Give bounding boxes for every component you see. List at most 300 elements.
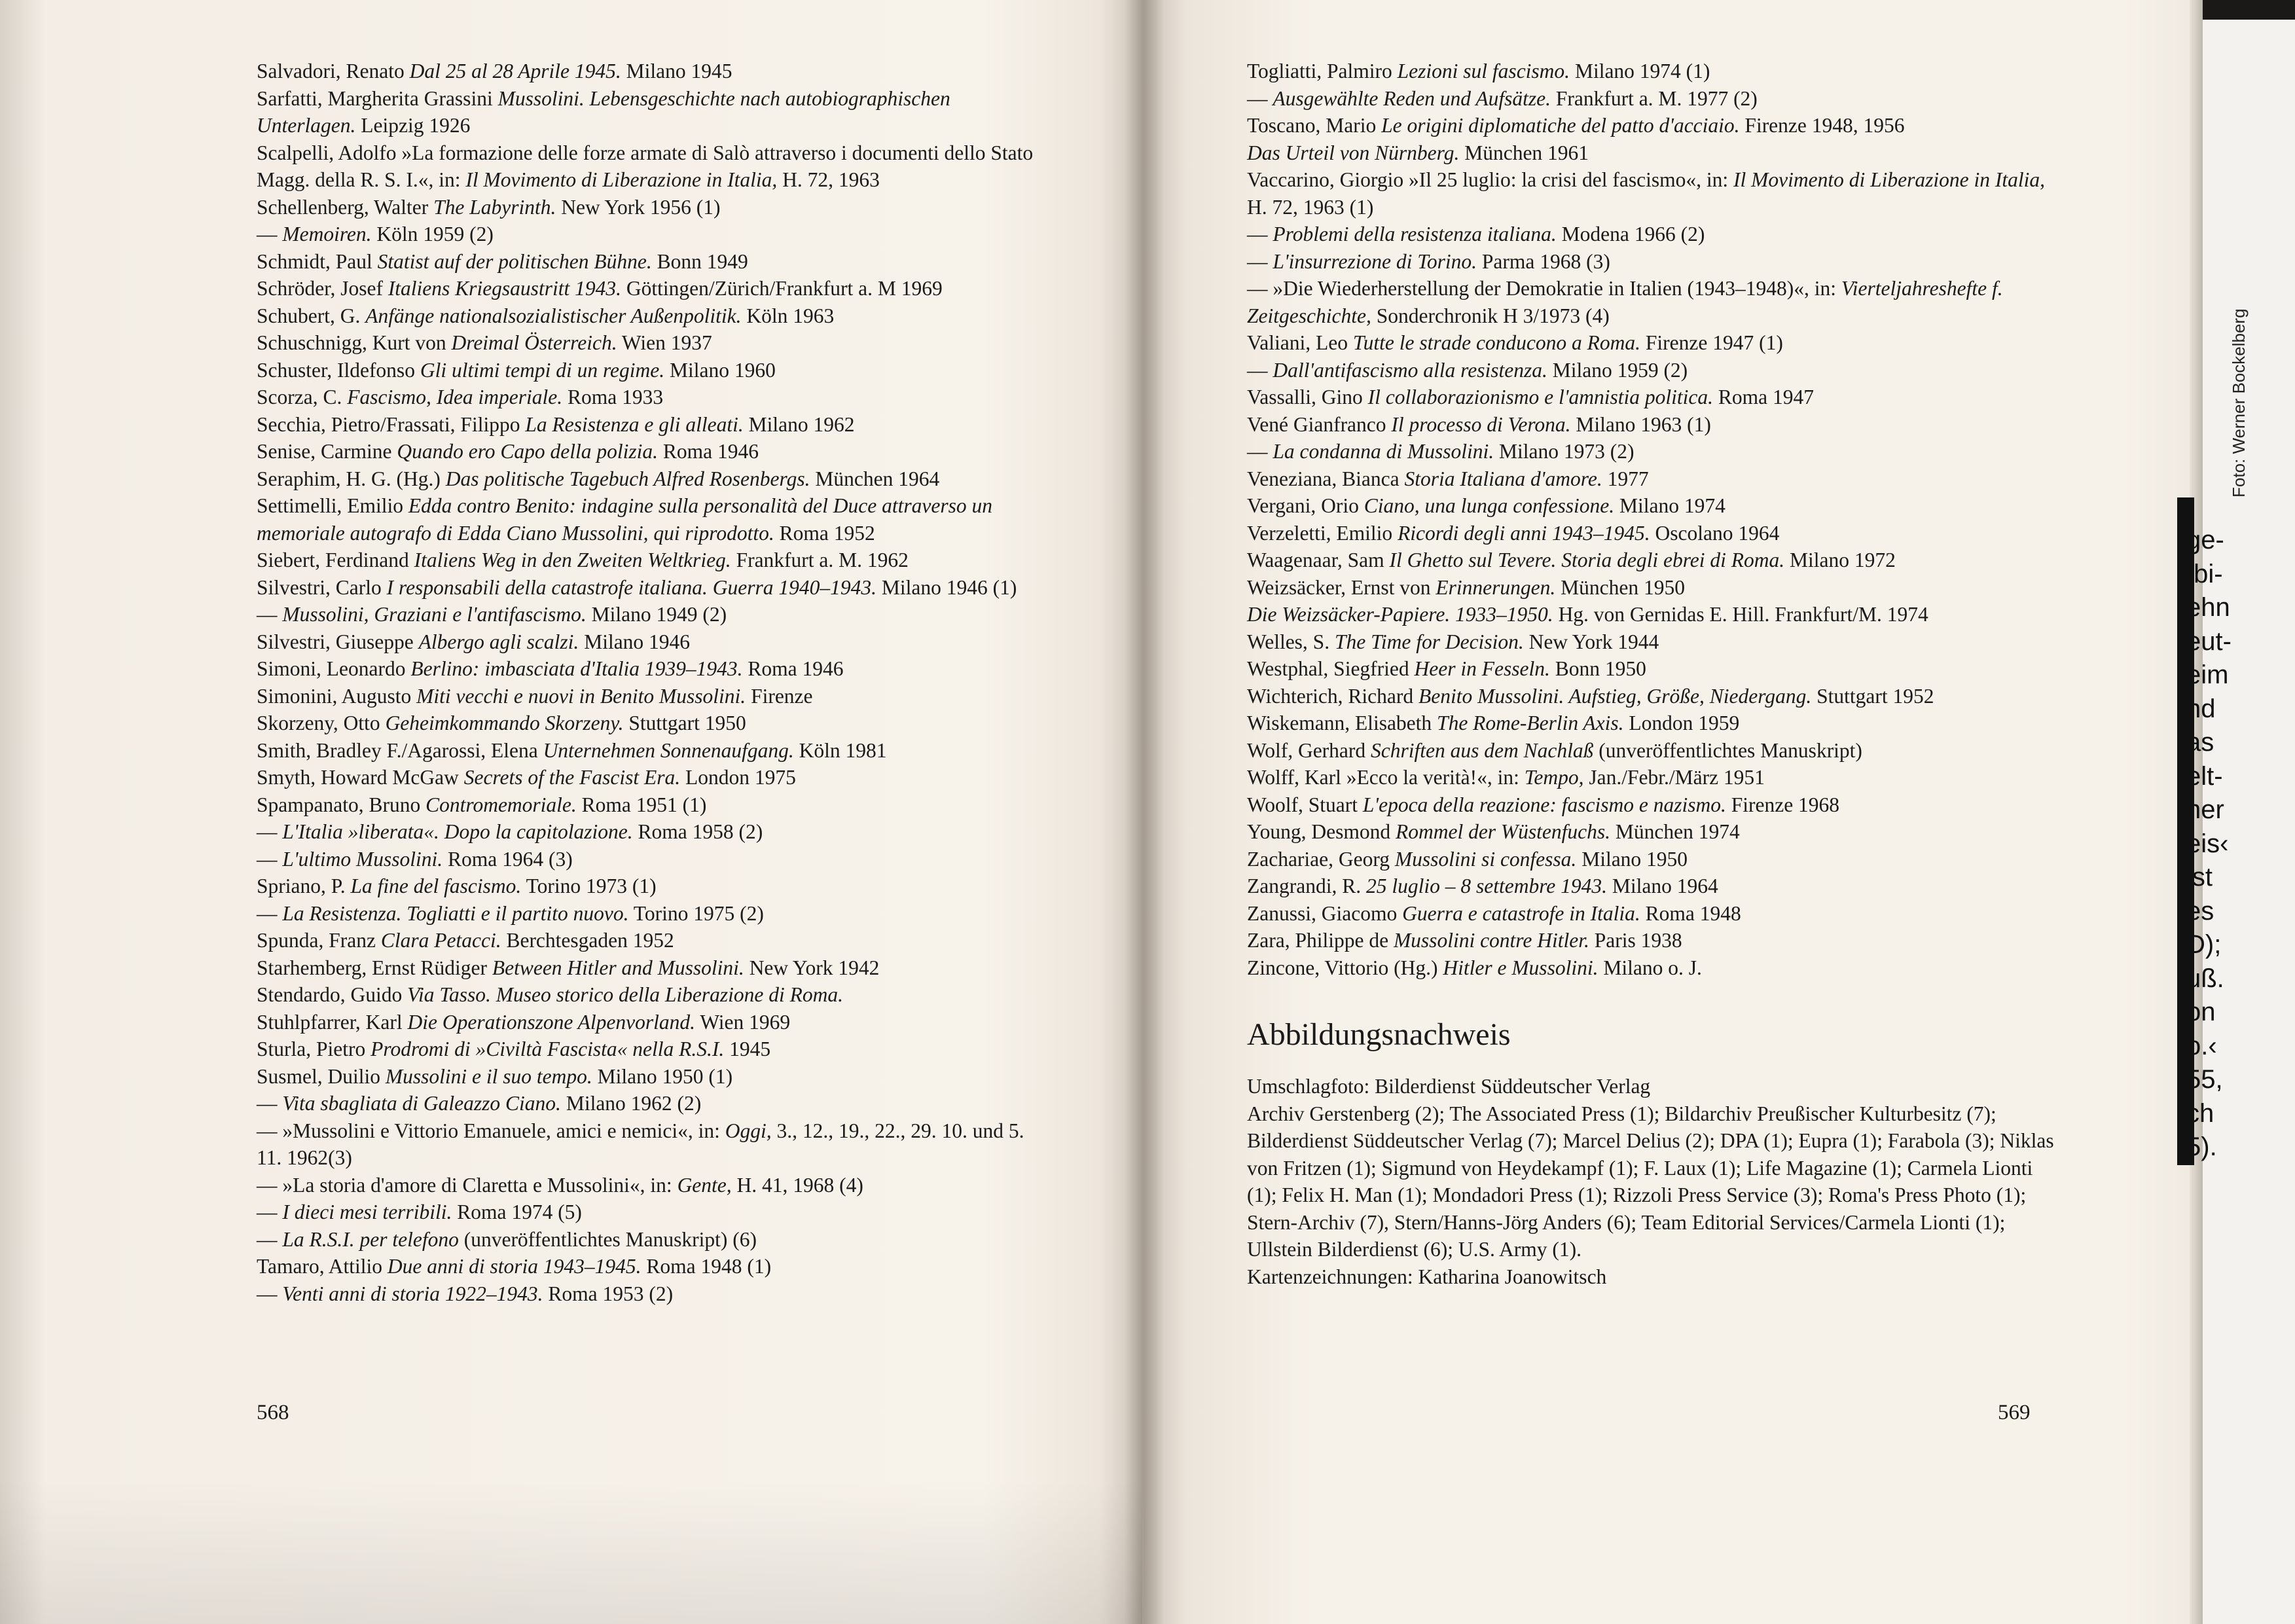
bibliography-entry [257,547,1052,574]
entry-author: Verzeletti, Emilio [1247,521,1398,545]
entry-author: — [257,1200,283,1223]
entry-title: Via Tasso. Museo storico della Liberazione di Roma. [407,983,843,1006]
entry-title: Anfänge nationalsozialistischer Außenpolitik. [365,304,742,327]
entry-title: Mussolini si confessa. [1394,847,1577,871]
entry-author: Scorza, C. [257,386,348,408]
entry-title: Il Movimento di Liberazione in Italia, [465,168,778,191]
entry-author: Silvestri, Giuseppe [257,630,419,653]
bibliography-entry [257,628,1052,656]
entry-publication: 3., 12., 19., 22., 29. 10. und 5. 11. 1962(3) [257,1119,1024,1169]
entry-author: Zangrandi, R. [1247,875,1366,897]
bibliography-entry [257,384,1052,411]
entry-publication: Roma 1951 (1) [576,793,707,816]
entry-publication: Roma 1933 [562,386,664,408]
entry-title: Storia Italiana d'amore. [1404,467,1602,490]
entry-author: — [1247,358,1273,382]
entry-author: Wichterich, Richard [1247,684,1419,708]
entry-publication: Milano 1962 [743,412,855,436]
entry-author: Weizsäcker, Ernst von [1247,575,1436,599]
entry-title: The Time for Decision. [1334,630,1524,653]
entry-title: Memoiren. [282,223,372,245]
entry-publication: Roma 1946 [658,440,759,463]
entry-publication: Firenze 1948, 1956 [1739,114,1905,137]
entry-author: Schmidt, Paul [257,249,378,273]
bibliography-entry [1247,927,2065,954]
entry-title: La Resistenza. Togliatti e il partito nuovo. [282,901,629,925]
entry-title: La Resistenza e gli alleati. [525,412,744,436]
bibliography-entry [1247,818,2065,846]
entry-author: — [257,223,283,245]
entry-title: Mussolini e il suo tempo. [385,1064,592,1088]
entry-author: Stuhlpfarrer, Karl [257,1010,408,1034]
entry-publication: Köln 1959 (2) [371,223,494,245]
entry-publication: Roma 1974 (5) [452,1200,582,1223]
text-fragment: 5). [2186,1132,2217,1161]
entry-publication: Wien 1937 [617,331,712,354]
entry-author: — [257,847,283,871]
entry-title: Edda contro Benito: indagine sulla personalità del Duce attraverso un memoriale autografo di Edda Ciano Mussolini, qui riprodotto. [257,494,992,545]
entry-title: La R.S.I. per telefono [282,1227,459,1251]
entry-title: Berlino: imbasciata d'Italia 1939–1943. [410,657,743,680]
entry-title: Clara Petacci. [380,929,501,952]
entry-author: Zanussi, Giacomo [1247,901,1403,925]
entry-publication: Modena 1966 (2) [1556,223,1705,245]
bibliography-entry [257,1009,1052,1036]
text-fragment: D); [2186,930,2222,959]
entry-author: Schuschnigg, Kurt von [257,331,452,354]
entry-author: Togliatti, Palmiro [1247,60,1398,82]
entry-publication: (unveröffentlichtes Manuskript) [1593,738,1862,762]
entry-title: Dall'antifascismo alla resistenza. [1273,358,1547,382]
entry-publication: Jan./Febr./März 1951 [1583,766,1765,789]
entry-author: Spunda, Franz [257,929,381,952]
bibliography-entry [1247,357,2065,384]
bibliography-entry [257,927,1052,954]
entry-author: — [1247,223,1273,245]
entry-publication: Torino 1975 (2) [628,901,764,925]
entry-author: — [257,1227,283,1251]
bibliography-entry [1247,384,2065,411]
page-number-left: 568 [257,1401,289,1424]
bibliography-entry [1247,547,2065,574]
entry-publication: H. 72, 1963 [777,168,880,191]
bibliography-entry [257,139,1052,194]
entry-title: L'insurrezione di Torino. [1273,249,1477,273]
bibliography-entry [257,1036,1052,1063]
bibliography-entry [1247,520,2065,547]
entry-author: — [1247,440,1273,463]
bibliography-entry [257,438,1052,465]
entry-title: Albergo agli scalzi. [418,630,579,653]
bibliography-entry [257,737,1052,765]
entry-title: Quando ero Capo della polizia. [397,440,659,463]
entry-title: Secrets of the Fascist Era. [463,766,681,789]
entry-author: Smith, Bradley F./Agarossi, Elena [257,738,543,762]
entry-author: Settimelli, Emilio [257,494,408,517]
bibliography-entry [257,465,1052,493]
entry-title: Oggi, [725,1119,772,1142]
bibliography-entry [257,873,1052,900]
entry-title: Il processo di Verona. [1391,412,1571,436]
entry-author: Schuster, Ildefonso [257,358,420,382]
bibliography-entry [1247,737,2065,765]
entry-publication: Milano 1974 (1) [1570,60,1710,82]
bibliography-entry [1247,275,2065,329]
bibliography-entry [1247,683,2065,710]
image-credits [1247,1073,2065,1290]
entry-title: Tutte le strade conducono a Roma. [1352,331,1641,354]
text-fragment: \bi- [2186,559,2223,588]
entry-author: Westphal, Siegfried [1247,657,1415,680]
page-number-right: 569 [1998,1401,2031,1424]
entry-title: Vierteljahreshefte f. Zeitgeschichte, [1247,277,2003,327]
bibliography-entry [1247,873,2065,900]
entry-publication: München 1974 [1610,820,1740,843]
bibliography-entry [1247,574,2065,602]
bibliography-entry [257,85,1052,139]
entry-author: — [257,1092,283,1115]
entry-title: Ausgewählte Reden und Aufsätze. [1273,86,1551,110]
bibliography-entry [257,1063,1052,1091]
bibliography-entry [1247,846,2065,873]
entry-publication: Wien 1969 [695,1010,791,1034]
bibliography-entry [257,1280,1052,1308]
entry-title: Venti anni di storia 1922–1943. [282,1282,543,1305]
entry-author: Wolf, Gerhard [1247,738,1371,762]
entry-publication: Leipzig 1926 [355,114,471,137]
bibliography-entry [1247,139,2065,167]
text-fragment: ge- [2186,526,2224,554]
entry-publication: Roma 1964 (3) [443,847,573,871]
entry-title: Il Movimento di Liberazione in Italia, [1733,168,2045,191]
bibliography-entry [257,194,1052,221]
entry-author: Spampanato, Bruno [257,793,426,816]
text-fragment: ist [2186,863,2213,892]
entry-publication: Frankfurt a. M. 1977 (2) [1550,86,1758,110]
entry-title: Between Hitler and Mussolini. [492,956,744,979]
entry-publication: Roma 1952 [774,521,875,545]
entry-publication: Hg. von Gernidas E. Hill. Frankfurt/M. 1974 [1553,603,1928,626]
bibliography-entry [1247,112,2065,139]
entry-author: Wiskemann, Elisabeth [1247,712,1437,734]
bibliography-entry [1247,764,2065,791]
page-shadow [0,1479,1142,1624]
bibliography-entry [257,1199,1052,1226]
bibliography-entry [257,58,1052,85]
entry-title: La condanna di Mussolini. [1273,440,1494,463]
entry-title: Il collaborazionismo e l'amnistia politica. [1367,386,1713,408]
bibliography-entry [257,954,1052,982]
bibliography-entry [1247,791,2065,819]
text-fragment: ner [2186,795,2224,824]
entry-author: — [257,603,283,626]
entry-title: Unternehmen Sonnenaufgang. [543,738,794,762]
text-fragment: as [2186,728,2214,757]
entry-title: I responsabili della catastrofe italiana. Guerra 1940–1943. [386,575,877,599]
entry-publication: Roma 1948 (1) [641,1255,772,1278]
entry-publication: Paris 1938 [1589,929,1682,952]
bibliography-entry [1247,166,2065,221]
entry-title: L'ultimo Mussolini. [282,847,443,871]
entry-title: Die Operationszone Alpenvorland. [407,1010,696,1034]
entry-publication: Milano 1973 (2) [1494,440,1635,463]
entry-publication: Milano o. J. [1598,956,1702,979]
entry-author: Vergani, Orio [1247,494,1364,517]
entry-title: Hitler e Mussolini. [1443,956,1599,979]
entry-publication: Parma 1968 (3) [1476,249,1610,273]
entry-title: Mussolini contre Hitler. [1393,929,1589,952]
entry-author: Vaccarino, Giorgio »Il 25 luglio: la crisi del fascismo«, in: [1247,168,1734,191]
text-fragment: elt- [2186,761,2223,791]
entry-author: Salvadori, Renato [257,60,410,82]
entry-title: Gli ultimi tempi di un regime. [420,358,665,382]
entry-title: Tempo, [1524,766,1584,789]
background-corner [2203,0,2295,20]
bibliography-entry [257,574,1052,602]
entry-publication: Sonderchronik H 3/1973 (4) [1371,304,1610,327]
entry-title: The Rome-Berlin Axis. [1437,712,1624,734]
bibliography-entry [257,357,1052,384]
entry-publication: Milano 1945 [621,60,732,82]
section-heading: Abbildungsnachweis [1247,1017,1511,1052]
bibliography-entry [257,1117,1052,1172]
bibliography-entry [1247,655,2065,683]
entry-author: Simoni, Leonardo [257,657,411,680]
bibliography-entry [257,275,1052,302]
entry-publication: 1977 [1602,467,1649,490]
entry-title: Le origini diplomatiche del patto d'acciaio. [1381,114,1740,137]
bibliography-entry [1247,601,2065,628]
entry-author: — [257,820,283,843]
entry-author: Vené Gianfranco [1247,412,1392,436]
entry-title: L'epoca della reazione: fascismo e nazismo. [1362,793,1726,816]
entry-publication: Frankfurt a. M. 1962 [731,549,909,571]
bibliography-entry [257,981,1052,1009]
entry-publication: Torino 1973 (1) [521,875,657,897]
entry-publication: New York 1942 [744,956,880,979]
entry-title: La fine del fascismo. [350,875,522,897]
entry-publication: Roma 1948 [1640,901,1741,925]
entry-author: Skorzeny, Otto [257,712,386,734]
entry-publication: Firenze [746,684,813,708]
entry-title: Benito Mussolini. Aufstieg, Größe, Niedergang. [1419,684,1812,708]
entry-publication: Milano 1959 (2) [1547,358,1688,382]
entry-title: Ricordi degli anni 1943–1945. [1398,521,1650,545]
entry-title: Geheimkommando Skorzeny. [385,712,624,734]
entry-publication: Milano 1963 (1) [1570,412,1711,436]
bibliography-entry [257,492,1052,547]
bibliography-entry [257,1226,1052,1254]
entry-author: Waagenaar, Sam [1247,549,1390,571]
entry-author: — »Mussolini e Vittorio Emanuele, amici e nemici«, in: [257,1119,725,1142]
entry-author: Tamaro, Attilio [257,1255,388,1278]
credit-line: Archiv Gerstenberg (2); The Associated Press (1); Bildarchiv Preußischer Kulturbesitz (7); Bilderdienst Süddeutscher Verlag (7); Marcel Delius (2); DPA (1); Eupra (1); Farabola (3); Niklas von Fritzen (1); Sigmund von Heydekampf (1); F. Laux (1); Life Magazine (1); Carmela Lionti (1); Felix H. Man (1); Mondadori Press (1); Rizzoli Press Service (3); Roma's Press Photo (1); Stern-Archiv (7), Stern/Hanns-Jörg Anders (6); Team Editorial Services/Carmela Lionti (1); Ullstein Bilderdienst (6); U.S. Army (1). [1247,1102,2054,1261]
entry-title: Problemi della resistenza italiana. [1273,223,1557,245]
entry-publication: New York 1956 (1) [556,195,721,219]
entry-publication: Köln 1963 [741,304,835,327]
entry-publication: Milano 1960 [664,358,776,382]
entry-publication: München 1961 [1459,141,1589,164]
entry-title: Fascismo, Idea imperiale. [347,386,563,408]
entry-title: Rommel der Wüstenfuchs. [1395,820,1611,843]
text-fragment: on [2186,998,2216,1026]
entry-publication: Roma 1946 [742,657,844,680]
entry-title: Il Ghetto sul Tevere. Storia degli ebrei di Roma. [1389,549,1785,571]
book-gutter [1125,0,1164,1624]
text-fragment: eut- [2186,626,2232,656]
entry-author: Susmel, Duilio [257,1064,386,1088]
entry-publication: Milano 1964 [1607,875,1718,897]
entry-publication: Milano 1962 (2) [560,1092,702,1115]
entry-title: Heer in Fesseln. [1414,657,1550,680]
entry-author: Valiani, Leo [1247,331,1353,354]
entry-author: — [257,1282,283,1305]
entry-publication: Milano 1972 [1784,549,1896,571]
entry-publication: Roma 1953 (2) [543,1282,674,1305]
entry-publication: Milano 1974 [1614,494,1726,517]
entry-publication: Milano 1946 (1) [876,575,1017,599]
entry-publication: Stuttgart 1952 [1811,684,1934,708]
entry-title: Mussolini. Lebensgeschichte nach autobiographischen Unterlagen. [257,86,950,137]
entry-title: Das Urteil von Nürnberg. [1247,141,1460,164]
entry-publication: München 1950 [1555,575,1685,599]
entry-title: I dieci mesi terribili. [282,1200,452,1223]
entry-publication: München 1964 [810,467,940,490]
entry-author: Toscano, Mario [1247,114,1382,137]
entry-publication: Köln 1981 [793,738,887,762]
entry-author: — [1247,86,1273,110]
entry-author: Smyth, Howard McGaw [257,766,464,789]
bibliography-entry [257,329,1052,357]
bibliography-entry [257,818,1052,846]
entry-author: Sturla, Pietro [257,1038,371,1060]
text-fragment: nd [2186,694,2216,723]
entry-title: Statist auf der politischen Bühne. [377,249,652,273]
entry-title: Italiens Kriegsaustritt 1943. [388,277,621,300]
bibliography-entry [257,1172,1052,1199]
entry-author: Starhemberg, Ernst Rüdiger [257,956,492,979]
entry-title: Italiens Weg in den Zweiten Weltkrieg. [414,549,731,571]
entry-title: Das politische Tagebuch Alfred Rosenbergs. [445,467,810,490]
bibliography-entry [257,248,1052,276]
entry-publication: Milano 1949 (2) [586,603,727,626]
entry-publication: Oscolano 1964 [1650,521,1780,545]
text-fragment: ehn [2186,593,2230,622]
entry-author: Woolf, Stuart [1247,793,1363,816]
entry-author: Zachariae, Georg [1247,847,1395,871]
entry-title: Mussolini, Graziani e l'antifascismo. [282,603,587,626]
text-fragment: 55, [2186,1065,2223,1094]
text-fragment: o.‹ [2186,1031,2217,1060]
entry-publication: Milano 1946 [579,630,691,653]
entry-publication: London 1959 [1623,712,1740,734]
entry-title: Dal 25 al 28 Aprile 1945. [409,60,621,82]
entry-title: Gente, [677,1173,732,1197]
entry-author: Wolff, Karl »Ecco la verità!«, in: [1247,766,1525,789]
entry-author: Welles, S. [1247,630,1335,653]
credit-line: Kartenzeichnungen: Katharina Joanowitsch [1247,1265,1607,1288]
entry-title: Lezioni sul fascismo. [1397,60,1570,82]
text-fragment: eis‹ [2186,829,2229,858]
entry-publication: Göttingen/Zürich/Frankfurt a. M 1969 [621,277,943,300]
bibliography-entry [1247,628,2065,656]
entry-author: Spriano, P. [257,875,351,897]
entry-author: Siebert, Ferdinand [257,549,414,571]
entry-publication: 1945 [724,1038,771,1060]
entry-author: Seraphim, H. G. (Hg.) [257,467,446,490]
bibliography-right-entries [1247,58,2065,981]
entry-publication: Firenze 1947 (1) [1640,331,1783,354]
entry-publication: Firenze 1968 [1726,793,1840,816]
bibliography-entry [257,655,1052,683]
entry-author: Simonini, Augusto [257,684,417,708]
entry-publication: Stuttgart 1950 [623,712,746,734]
entry-title: Contromemoriale. [425,793,577,816]
text-fragment: es [2186,896,2214,926]
bibliography-entry [257,1090,1052,1117]
bibliography-entry [257,683,1052,710]
bibliography-entry [257,221,1052,248]
entry-author: — [1247,249,1273,273]
entry-title: L'Italia »liberata«. Dopo la capitolazione. [282,820,633,843]
entry-title: Miti vecchi e nuovi in Benito Mussolini. [416,684,746,708]
bibliography-entry [1247,329,2065,357]
entry-title: The Labyrinth. [433,195,556,219]
bibliography-entry [257,411,1052,439]
entry-author: Scalpelli, Adolfo »La formazione delle forze armate di Salò attraverso i documenti dello Stato Magg. della R. S. I.«, in: [257,141,1034,191]
bibliography-entry [1247,248,2065,276]
entry-author: Senise, Carmine [257,440,397,463]
entry-publication: New York 1944 [1523,630,1659,653]
bibliography-entry [257,791,1052,819]
bibliography-entry [1247,221,2065,248]
entry-publication: London 1975 [680,766,796,789]
entry-title: Guerra e catastrofe in Italia. [1402,901,1640,925]
bibliography-entry [1247,465,2065,493]
bibliography-entry [257,900,1052,928]
entry-author: Silvestri, Carlo [257,575,387,599]
bibliography-entry [1247,411,2065,439]
entry-title: Vita sbagliata di Galeazzo Ciano. [282,1092,561,1115]
text-fragment: uß. [2186,964,2224,993]
entry-publication: Milano 1950 [1576,847,1688,871]
text-fragment: ch [2186,1098,2214,1128]
bibliography-left-column [257,58,1052,1307]
entry-author: Veneziana, Bianca [1247,467,1405,490]
entry-author: Schellenberg, Walter [257,195,434,219]
bibliography-right-column [1247,58,2065,1290]
entry-author: Young, Desmond [1247,820,1396,843]
photo-credit: Foto: Werner Bockelberg [2229,308,2249,497]
adjacent-page-text-fragments [2186,524,2232,1164]
entry-author: — [257,901,283,925]
entry-publication: H. 72, 1963 (1) [1247,195,1374,219]
entry-title: Erinnerungen. [1436,575,1556,599]
bibliography-entry [1247,710,2065,737]
entry-author: Sarfatti, Margherita Grassini [257,86,498,110]
bibliography-entry [1247,58,2065,85]
entry-author: Stendardo, Guido [257,983,408,1006]
bibliography-entry [1247,900,2065,928]
entry-title: Prodromi di »Civiltà Fascista« nella R.S.I. [370,1038,725,1060]
entry-publication: H. 41, 1968 (4) [731,1173,863,1197]
entry-title: 25 luglio – 8 settembre 1943. [1365,875,1608,897]
entry-author: Secchia, Pietro/Frassati, Filippo [257,412,526,436]
entry-publication: Berchtesgaden 1952 [501,929,674,952]
text-fragment: eim [2186,660,2229,689]
entry-title: Due anni di storia 1943–1945. [387,1255,642,1278]
entry-publication: Bonn 1949 [651,249,748,273]
